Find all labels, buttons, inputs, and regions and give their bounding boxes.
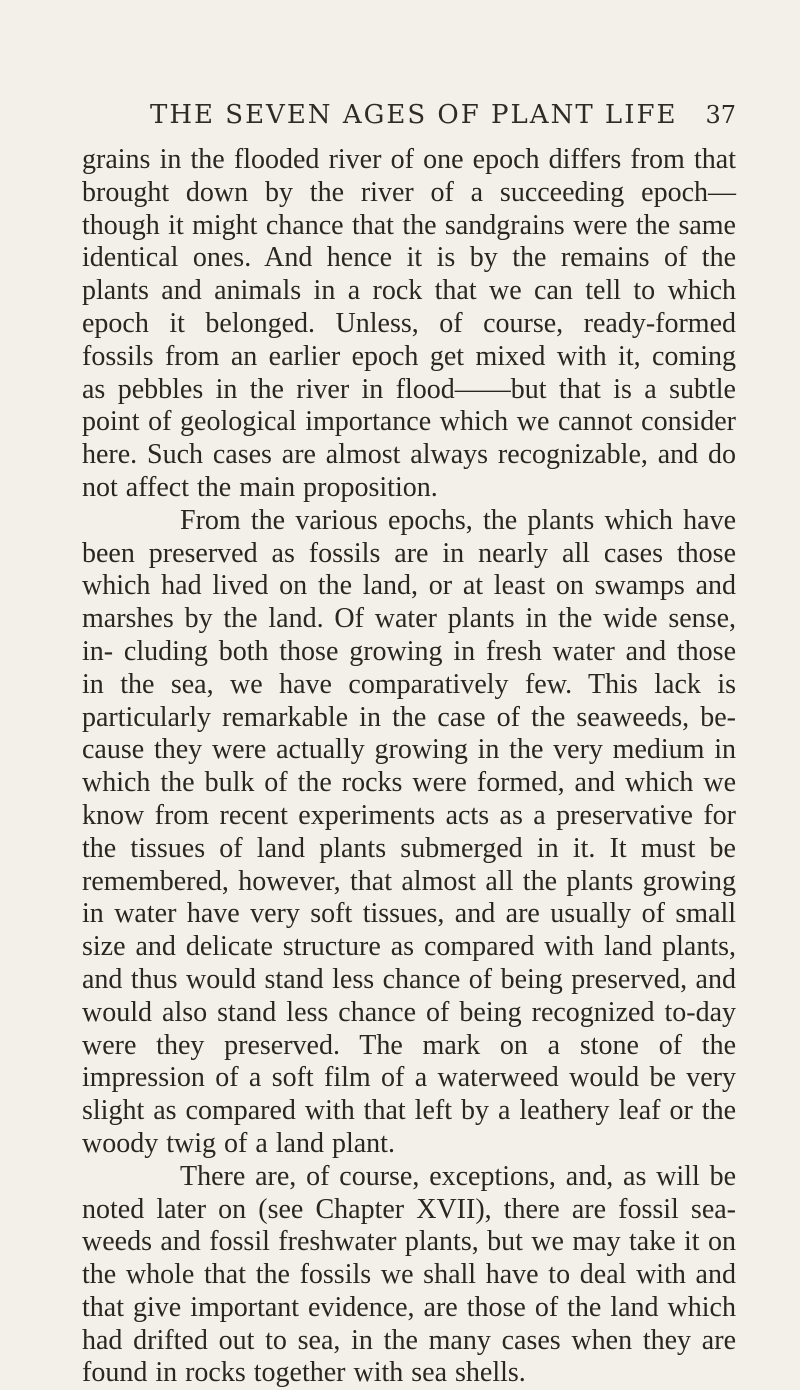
page-number: 37 (705, 101, 736, 129)
running-head: THE SEVEN AGES OF PLANT LIFE (150, 100, 678, 130)
paragraph-2: From the various epochs, the plants which have been preserved as fossils are in nearly all cases those which had lived on the land, or at least on swamps and marshes by the land. Of water plants in the wide sense, in- cluding both those growing in fresh water and those in the sea, we have comparatively few. This lack is particularly remarkable in the case of the seaweeds, be- cause they were actually growing in the very medium in which the bulk of the rocks were formed, and which we know from recent experiments acts as a preservative for the tissues of land plants submerged in it. It must be remembered, however, that almost all the plants growing in water have very soft tissues, and are usually of small size and delicate structure as compared with land plants, and thus would stand less chance of being preserved, and would also stand less chance of being recognized to-day were they preserved. The mark on a stone of the impression of a soft film of a waterweed would be very slight as compared with that left by a leathery leaf or the woody twig of a land plant. (82, 504, 736, 1159)
paragraph-1: grains in the flooded river of one epoch differs from that brought down by the river of a succeeding epoch—though it might chance that the sandgrains were the same identical ones. And hence it is by the remains of the plants and animals in a rock that we can tell to which epoch it belonged. Unless, of course, ready-formed fossils from an earlier epoch get mixed with it, coming as pebbles in the river in flood——but that is a subtle point of geological importance which we cannot consider here. Such cases are almost always recognizable, and do not affect the main proposition. (82, 144, 736, 503)
paragraph-3: There are, of course, exceptions, and, as will be noted later on (see Chapter XVII), there are fossil sea- weeds and fossil freshwater plants, but we may take it on the whole that the fossils we shall have to deal with and that give important evidence, are those of the land which had drifted out to sea, in the many cases when they are found in rocks together with sea shells. (82, 1160, 736, 1389)
page-header (150, 100, 750, 134)
body-text (82, 144, 736, 1390)
